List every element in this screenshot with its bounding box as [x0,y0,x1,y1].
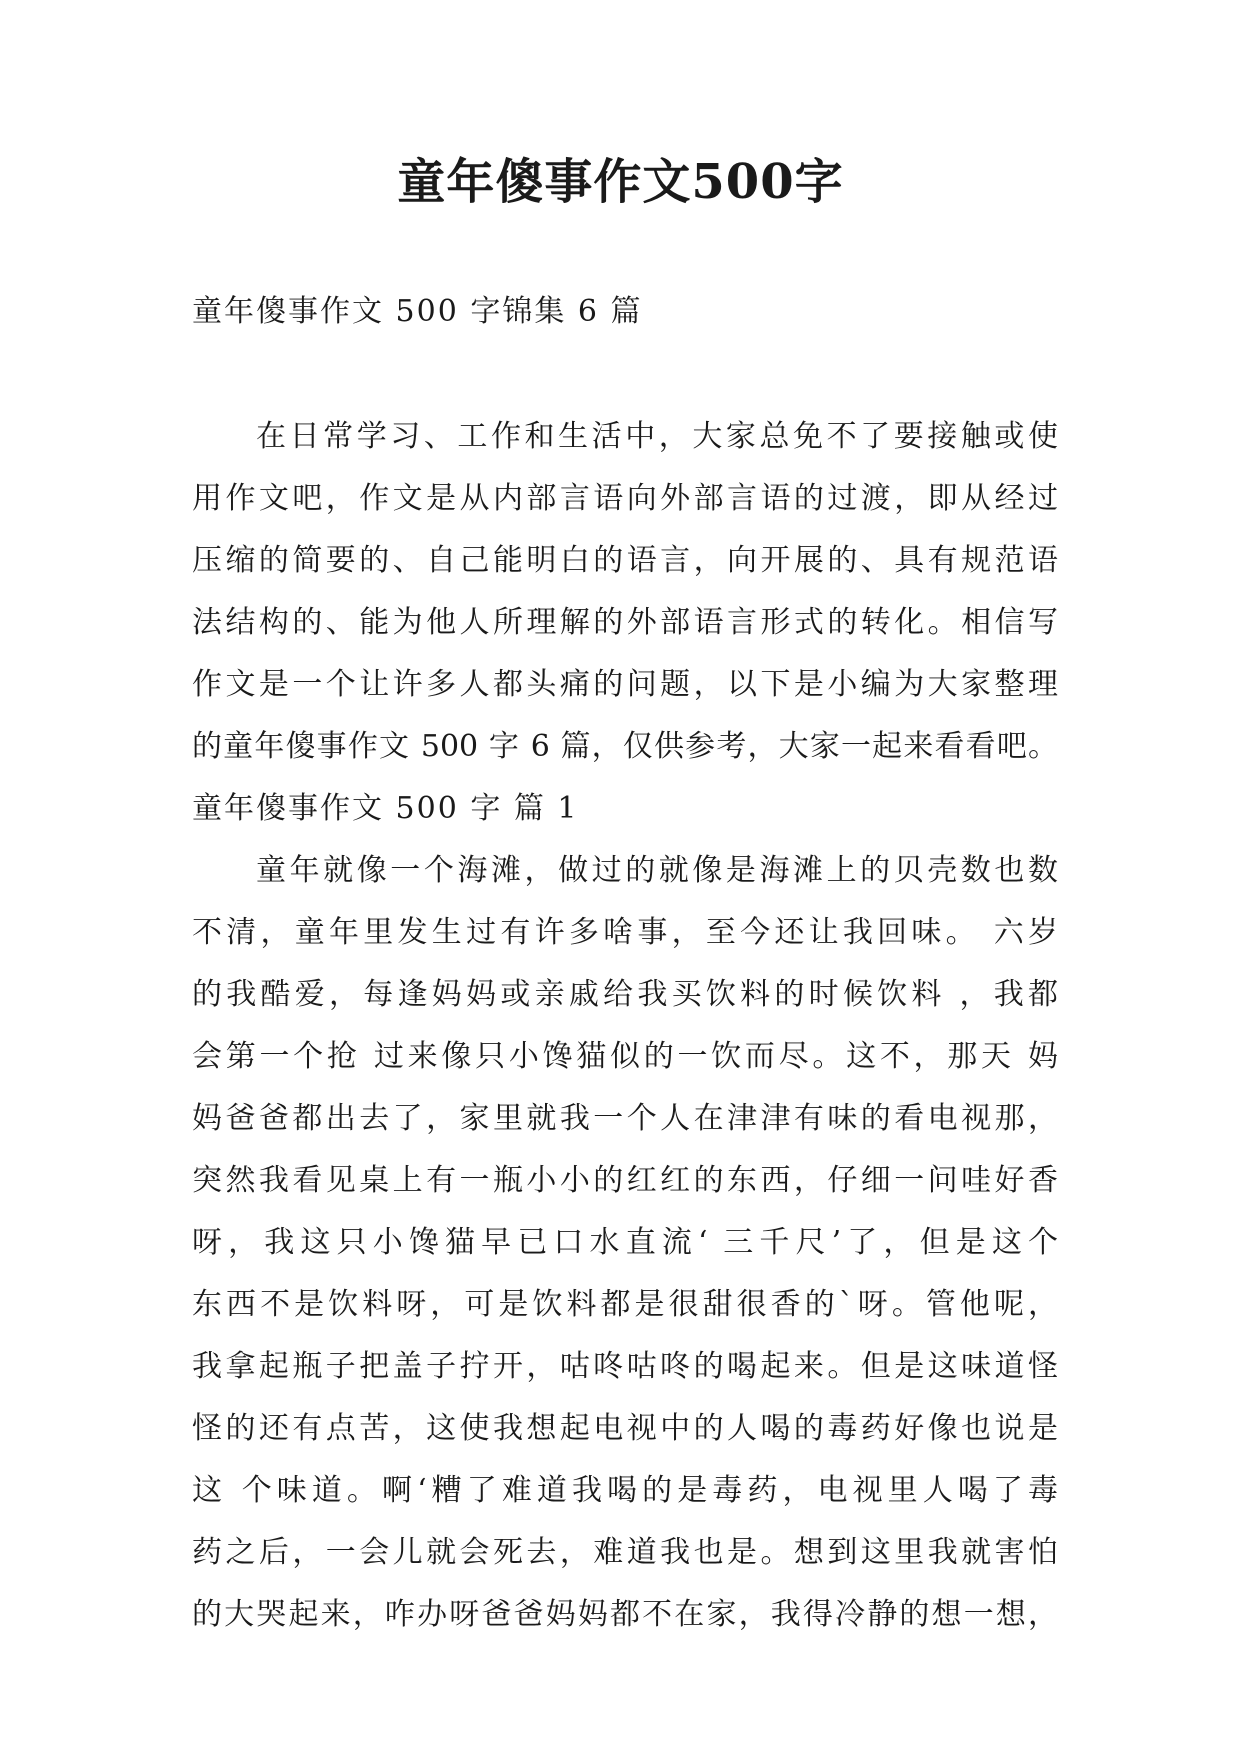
body-line: 的大哭起来，咋办呀爸爸妈妈都不在家，我得冷静的想一想， [192,1597,1058,1632]
body-line: 我拿起瓶子把盖子拧开，咕咚咕咚的喝起来。但是这味道怪 [192,1349,1058,1384]
body-line: 药之后，一会儿就会死去，难道我也是。想到这里我就害怕 [192,1535,1058,1570]
body-line: 法结构的、能为他人所理解的外部语言形式的转化。相信写 [192,605,1058,640]
body-line: 突然我看见桌上有一瓶小小的红红的东西，仔细一问哇好香 [192,1163,1058,1198]
body-line: 怪的还有点苦，这使我想起电视中的人喝的毒药好像也说是 [192,1411,1058,1446]
body-line: 会第一个抢 过来像只小馋猫似的一饮而尽。这不，那天 妈 [192,1039,1058,1074]
body-line: 呀，我这只小馋猫早已口水直流‘ 三千尺’了，但是这个 [192,1225,1058,1260]
document-title: 童年傻事作文500字 [397,154,844,210]
section-heading: 童年傻事作文 500 字 篇 1 [192,791,579,826]
body-line: 在日常学习、工作和生活中，大家总免不了要接触或使 [256,419,1058,454]
body-line: 童年就像一个海滩，做过的就像是海滩上的贝壳数也数 [256,853,1058,888]
body-line: 的我酷爱，每逢妈妈或亲戚给我买饮料的时候饮料 ，我都 [192,977,1058,1012]
document-body [192,406,1058,1646]
body-line: 不清，童年里发生过有许多啥事，至今还让我回味。 六岁 [192,915,1058,950]
body-line: 压缩的简要的、自己能明白的语言，向开展的、具有规范语 [192,543,1058,578]
body-line: 妈爸爸都出去了，家里就我一个人在津津有味的看电视那， [192,1101,1058,1136]
body-line: 的童年傻事作文 500 字 6 篇，仅供参考，大家一起来看看吧。 [192,729,1058,764]
body-line: 东西不是饮料呀，可是饮料都是很甜很香的`呀。管他呢， [192,1287,1058,1322]
document-subtitle: 童年傻事作文 500 字锦集 6 篇 [192,294,643,329]
body-line: 用作文吧，作文是从内部言语向外部言语的过渡，即从经过 [192,481,1058,516]
body-line: 作文是一个让许多人都头痛的问题，以下是小编为大家整理 [192,667,1058,702]
body-line: 这 个味道。啊‘糟了难道我喝的是毒药，电视里人喝了毒 [192,1473,1058,1508]
